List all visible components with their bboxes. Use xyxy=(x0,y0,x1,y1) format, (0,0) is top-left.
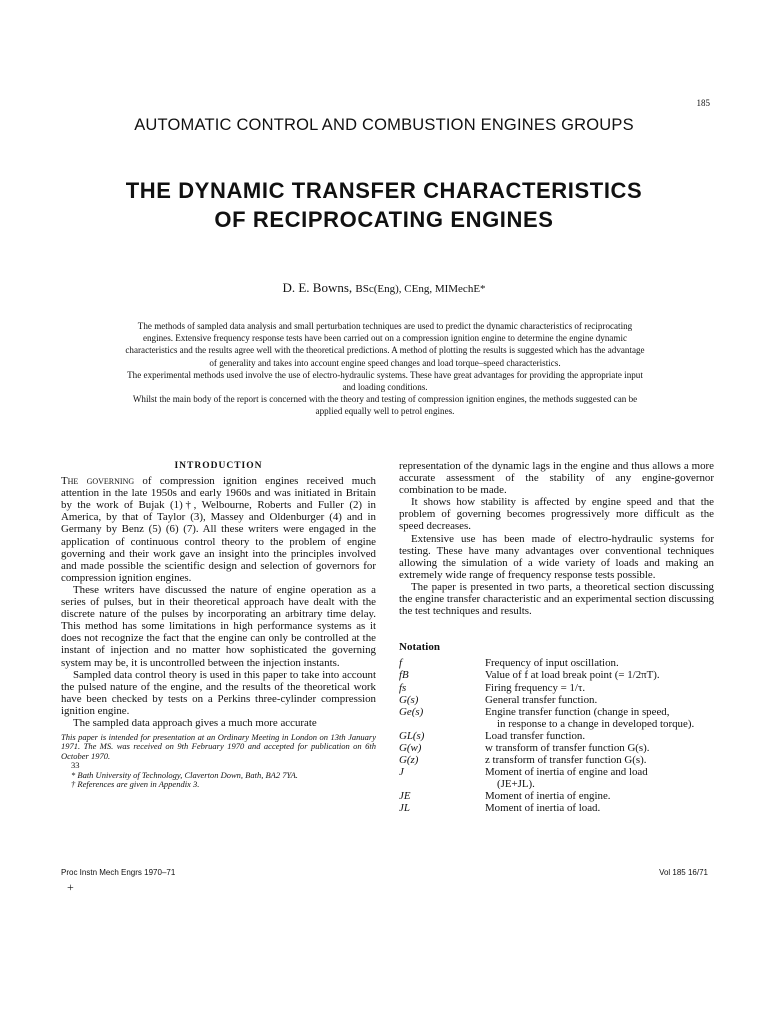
abstract-paragraph: The methods of sampled data analysis and small perturbation techniques are used to predict the dynamic characteristics of reciprocating engines. Extensive frequency response tests have been carried out on a compression ignition engine to determine the engine dynamic characteristics and the results agree well with the theoretical predictions. A method of plotting the results is suggested which has the advantage of generality and takes into account engine speed changes and load torque–speed characteristics. xyxy=(125,321,645,368)
intro-paragraph: Sampled data control theory is used in this paper to take into account the pulsed nature of the engine, and the results of the theoretical work have been checked by tests on a Perkins three-cylinder compression ignition engine. xyxy=(61,668,376,717)
abstract-paragraph: The experimental methods used involve the use of electro-hydraulic systems. These have great advantages for providing the appropriate input and loading conditions. xyxy=(127,369,643,393)
abstract-paragraph: Whilst the main body of the report is concerned with the theory and testing of compression ignition engines, the methods suggested can be applied equally well to petrol engines. xyxy=(132,394,638,417)
left-column xyxy=(61,460,376,790)
plus-mark: + xyxy=(67,880,74,894)
notation-definition xyxy=(485,682,714,694)
intro-paragraph: These writers have discussed the nature of engine operation as a series of pulses, but in their theoretical approach have dealt with the discrete nature of the pulses by incorporating an arbitrary time delay. This method has some limitations in high performance systems as it does not recognize the fact that the engine can only be controlled at the instant of injection and no matter how sophisticated the governing system may be, it is uncontrolled between the injection instants. xyxy=(61,583,376,669)
notation-definition xyxy=(485,802,714,814)
notation-symbol: f xyxy=(399,657,403,670)
notation-list xyxy=(399,657,714,814)
notation-row xyxy=(399,742,714,754)
notation-row xyxy=(399,754,714,766)
notation-definition xyxy=(485,742,714,754)
body-paragraph: It shows how stability is affected by engine speed and that the problem of governing becomes progressively more difficult as the speed decreases. xyxy=(399,496,714,533)
footnote-number: 33 xyxy=(71,760,80,771)
notation-definition-continuation: in response to a change in developed torque). xyxy=(497,717,695,730)
notation-symbol: JE xyxy=(399,790,411,803)
notation-definition xyxy=(485,669,714,681)
notation-symbol: G(z) xyxy=(399,754,419,767)
notation-row xyxy=(399,730,714,742)
author-name: D. E. Bowns, xyxy=(282,280,353,295)
intro-paragraph: The sampled data approach gives a much more accurate xyxy=(73,716,317,729)
page-number: 185 xyxy=(696,98,710,108)
notation-row xyxy=(399,766,714,790)
notation-symbol: G(w) xyxy=(399,741,422,754)
title-line-1: THE DYNAMIC TRANSFER CHARACTERISTICS xyxy=(125,178,643,203)
notation-definition-text: Firing frequency = 1/τ. xyxy=(485,681,586,694)
journal-footer: Proc Instn Mech Engrs 1970–71 xyxy=(61,868,176,877)
notation-row xyxy=(399,669,714,681)
notation-definition-text: Moment of inertia of engine and load xyxy=(485,766,648,779)
notation-definition xyxy=(485,766,714,790)
notation-symbol: Ge(s) xyxy=(399,705,424,718)
notation-symbol: fB xyxy=(399,669,409,682)
abstract xyxy=(124,320,646,418)
body-paragraph: Extensive use has been made of electro-hydraulic systems for testing. These have many advantages over conventional techniques allowing the simulation of a wide variety of loads and making an extremely wide range of frequency response tests possible. xyxy=(399,532,714,581)
notation-row xyxy=(399,682,714,694)
intro-lead-words: The governing xyxy=(61,475,135,488)
notation-definition-text: Value of f at load break point (= 1/2πT). xyxy=(485,669,660,682)
notation-definition xyxy=(485,754,714,766)
notation-definition xyxy=(485,694,714,706)
author-line xyxy=(0,280,768,296)
footnote-affiliation: * Bath University of Technology, Claverton Down, Bath, BA2 7YA. xyxy=(71,769,298,780)
body-paragraph: representation of the dynamic lags in the engine and thus allows a more accurate assessment of the stability of any engine-governor combination to be made. xyxy=(399,460,714,497)
notation-definition-text: Moment of inertia of load. xyxy=(485,802,601,815)
notation-row xyxy=(399,790,714,802)
notation-heading: Notation xyxy=(399,641,440,654)
footnote-presentation: This paper is intended for presentation at an Ordinary Meeting in London on 13th January 1971. The MS. was received on 9th February 1970 and accepted for publication on 6th October 1970. xyxy=(61,732,376,761)
notation-symbol: G(s) xyxy=(399,693,419,706)
intro-paragraph xyxy=(61,475,376,584)
right-column xyxy=(399,460,714,815)
notation-row xyxy=(399,802,714,814)
notation-definition-text: Moment of inertia of engine. xyxy=(485,790,611,803)
notation-definition xyxy=(485,730,714,742)
footnote-references: † References are given in Appendix 3. xyxy=(71,779,200,790)
notation-symbol: GL(s) xyxy=(399,729,425,742)
notation-row xyxy=(399,706,714,730)
introduction-heading: INTRODUCTION xyxy=(174,461,263,471)
author-qualifications: BSc(Eng), CEng, MIMechE* xyxy=(355,283,486,295)
notation-definition-text: Engine transfer function (change in speed, xyxy=(485,705,670,718)
notation-definition-text: Frequency of input oscillation. xyxy=(485,657,619,670)
notation-definition xyxy=(485,706,714,730)
volume-footer: Vol 185 16/71 xyxy=(659,868,708,877)
notation-symbol: JL xyxy=(399,802,410,815)
footnotes xyxy=(61,733,376,789)
notation-definition-text: General transfer function. xyxy=(485,693,598,706)
notation-row xyxy=(399,694,714,706)
notation-symbol: fs xyxy=(399,681,407,694)
notation-definition-text: Load transfer function. xyxy=(485,729,586,742)
notation-definition-text: w transform of transfer function G(s). xyxy=(485,741,650,754)
notation-definition-text: z transform of transfer function G(s). xyxy=(485,754,647,767)
title-line-2: OF RECIPROCATING ENGINES xyxy=(214,207,554,232)
intro-paragraph-text: of compression ignition engines received much attention in the late 1950s and early 1960s and was initiated in Britain by the work of Bujak (1)†, Welbourne, Roberts and Fuller (2) in America, by that of Taylor (3), Massey and Oldenburger (4) and in Germany by Benz (5) (6) (7). All these writers were engaged in the application of continuous control theory to the problem of engine governing and their work gave an insight into the principles involved and made possible the scientific design and selection of governors for compression ignition engines. xyxy=(61,475,376,584)
notation-row xyxy=(399,657,714,669)
notation-symbol: J xyxy=(399,766,404,779)
paper-title xyxy=(0,176,768,234)
notation-definition xyxy=(485,790,714,802)
body-paragraph: The paper is presented in two parts, a theoretical section discussing the engine transfer characteristic and an experimental section discussing the test techniques and results. xyxy=(399,580,714,618)
section-header: AUTOMATIC CONTROL AND COMBUSTION ENGINES GROUPS xyxy=(134,116,634,134)
notation-definition xyxy=(485,657,714,669)
notation-definition-continuation: (JE+JL). xyxy=(497,778,535,791)
